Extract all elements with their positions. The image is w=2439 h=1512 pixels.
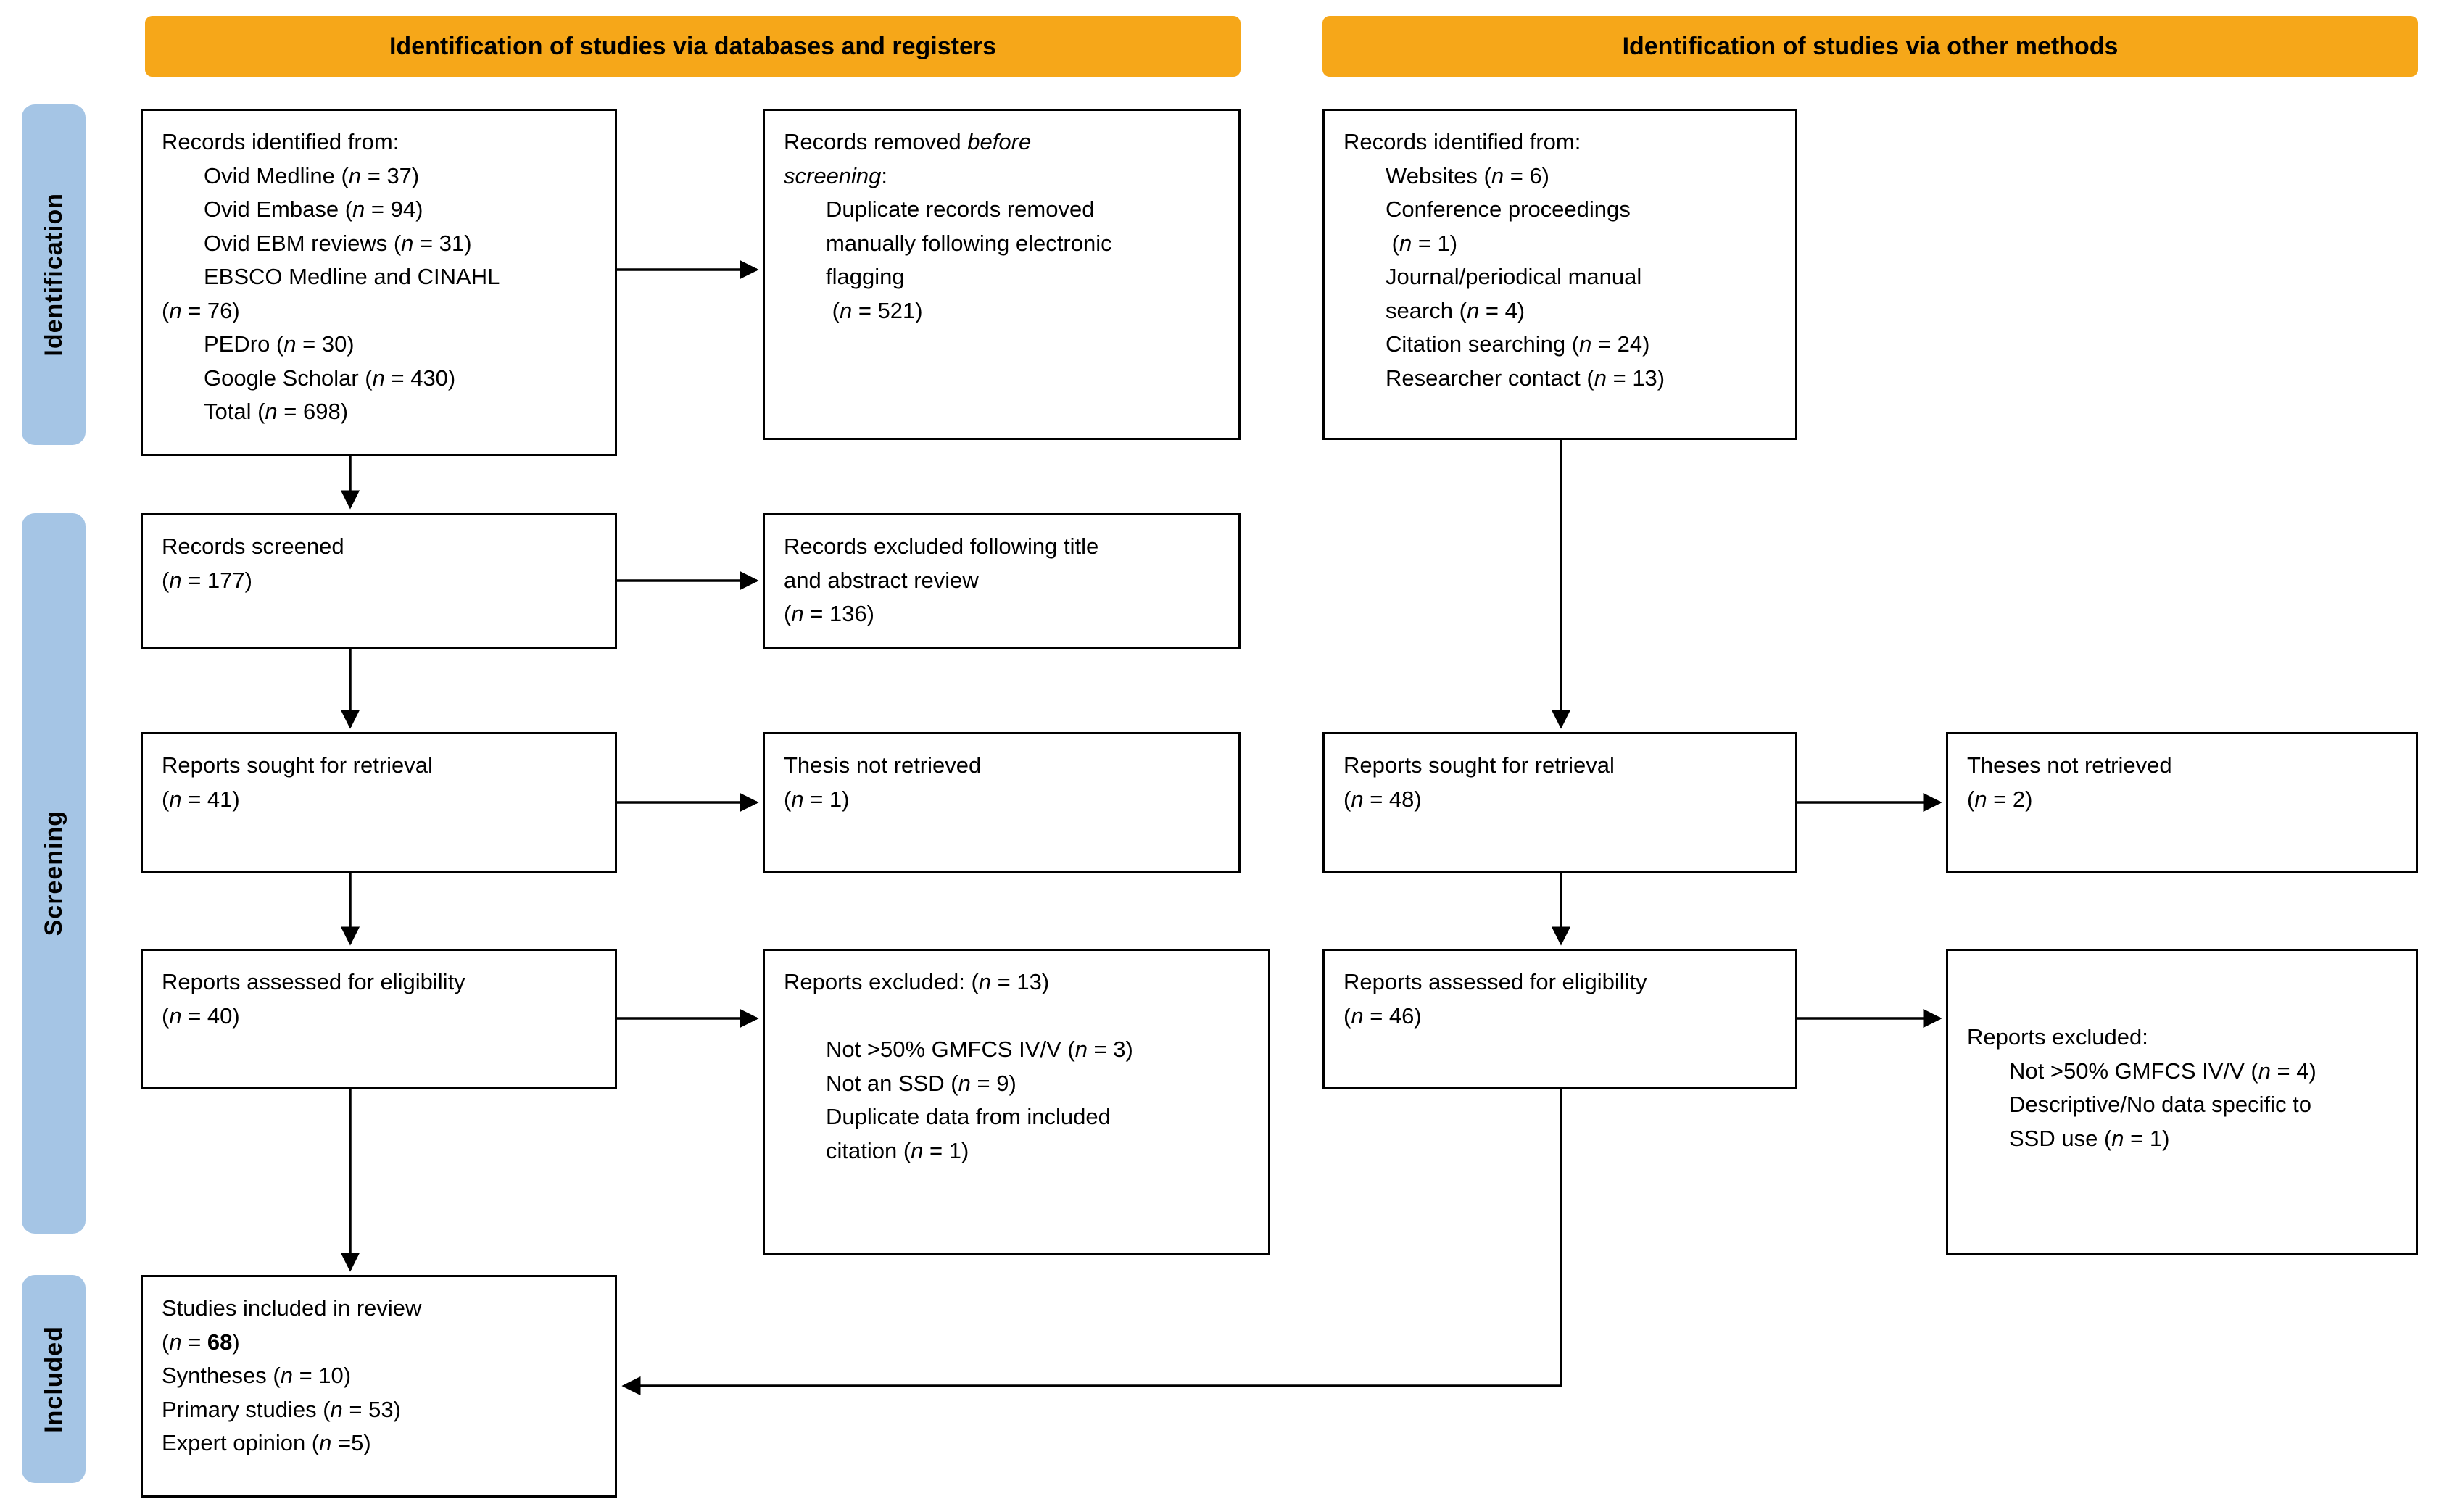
text-line: search (n = 4): [1386, 297, 1525, 323]
text-line: Not an SSD (n = 9): [826, 1070, 1016, 1096]
text-line: [784, 1000, 1249, 1034]
text-line: Records identified from:: [162, 129, 399, 154]
box-records-screened-text: [143, 515, 615, 612]
box-theses-not-retrieved-text: [1948, 734, 2416, 831]
text-line: Researcher contact (n = 13): [1386, 365, 1665, 391]
text-line: Expert opinion (n =5): [162, 1430, 371, 1455]
text-line: Thesis not retrieved: [784, 752, 982, 778]
text-line: Not >50% GMFCS IV/V (n = 3): [826, 1037, 1133, 1062]
box-reports-sought-other: [1322, 732, 1797, 873]
box-reports-assessed-other-text: [1325, 951, 1795, 1047]
text-line: Syntheses (n = 10): [162, 1363, 352, 1388]
text-line: Ovid EBM reviews (n = 31): [204, 230, 472, 256]
box-records-removed-before-screening: [763, 109, 1241, 440]
box-reports-excluded-databases: [763, 949, 1270, 1255]
text-line: Reports excluded:: [1967, 1024, 2148, 1050]
text-line: Records excluded following title: [784, 533, 1099, 559]
text-line: Total (n = 698): [204, 399, 349, 424]
header-other-methods: [1322, 16, 2418, 77]
box-theses-not-retrieved: [1946, 732, 2418, 873]
box-reports-assessed-databases: [141, 949, 617, 1089]
text-line: Descriptive/No data specific to: [2009, 1092, 2311, 1117]
text-line: (n = 2): [1967, 786, 2033, 812]
box-records-removed-before-screening-text: [765, 111, 1238, 342]
text-line: Not >50% GMFCS IV/V (n = 4): [2009, 1058, 2316, 1084]
text-line: Google Scholar (n = 430): [204, 365, 456, 391]
text-line: Reports sought for retrieval: [162, 752, 433, 778]
text-line: Duplicate data from included: [826, 1104, 1111, 1129]
header-databases-registers: [145, 16, 1241, 77]
text-line: (n = 40): [162, 1002, 240, 1029]
box-studies-included-text: [143, 1277, 615, 1475]
text-line: (n = 48): [1343, 786, 1422, 812]
text-line: Journal/periodical manual: [1386, 264, 1642, 289]
box-records-identified-other-text: [1325, 111, 1795, 410]
text-line: (n = 1): [1386, 230, 1458, 256]
text-line: manually following electronic: [826, 230, 1112, 256]
stage-included: [22, 1275, 86, 1483]
text-line: EBSCO Medline and CINAHL: [204, 264, 500, 289]
text-line: PEDro (n = 30): [204, 331, 355, 357]
text-line: (n = 41): [162, 786, 240, 812]
text-line: (n = 177): [162, 567, 252, 593]
text-line: (n = 1): [784, 786, 850, 812]
box-records-screened: [141, 513, 617, 649]
box-records-excluded-title-abstract-text: [765, 515, 1238, 646]
text-line: flagging: [826, 264, 905, 289]
stage-screening: [22, 513, 86, 1234]
text-line: Theses not retrieved: [1967, 752, 2172, 778]
text-line: Reports excluded: (n = 13): [784, 969, 1050, 994]
box-records-identified-databases-text: [143, 111, 615, 444]
text-line: Ovid Embase (n = 94): [204, 196, 423, 222]
text-line: (n = 136): [784, 601, 874, 626]
box-reports-assessed-other: [1322, 949, 1797, 1089]
box-reports-sought-other-text: [1325, 734, 1795, 831]
text-line: Reports sought for retrieval: [1343, 752, 1615, 778]
header-other-methods-label: Identification of studies via other methods: [1622, 32, 2119, 60]
box-reports-sought-databases: [141, 732, 617, 873]
box-reports-excluded-databases-text: [765, 951, 1268, 1182]
text-line: Citation searching (n = 24): [1386, 331, 1650, 357]
text-line: Records screened: [162, 533, 344, 559]
header-databases-registers-label: Identification of studies via databases and registers: [389, 32, 997, 60]
text-line: Duplicate records removed: [826, 196, 1095, 222]
box-thesis-not-retrieved-text: [765, 734, 1238, 831]
text-line: Studies included in review: [162, 1295, 422, 1321]
text-line: (n = 46): [1343, 1002, 1422, 1029]
text-line: (n = 68): [162, 1329, 240, 1355]
text-line: Records removed before: [784, 129, 1032, 154]
text-line: Records identified from:: [1343, 129, 1581, 154]
text-line: Reports assessed for eligibility: [162, 969, 465, 994]
text-line: Ovid Medline (n = 37): [204, 162, 420, 188]
box-studies-included: [141, 1275, 617, 1498]
stage-screening-label: Screening: [39, 810, 67, 936]
text-line: SSD use (n = 1): [2009, 1125, 2170, 1151]
text-line: and abstract review: [784, 567, 979, 593]
stage-included-label: Included: [39, 1325, 67, 1433]
box-records-identified-other: [1322, 109, 1797, 440]
text-line: screening:: [784, 162, 888, 188]
box-reports-excluded-other: [1946, 949, 2418, 1255]
text-line: citation (n = 1): [826, 1137, 969, 1163]
text-line: Websites (n = 6): [1386, 162, 1550, 188]
box-reports-sought-databases-text: [143, 734, 615, 831]
text-line: Primary studies (n = 53): [162, 1396, 401, 1422]
text-line: Conference proceedings: [1386, 196, 1631, 222]
box-reports-assessed-databases-text: [143, 951, 615, 1047]
text-line: Reports assessed for eligibility: [1343, 969, 1647, 994]
box-reports-excluded-other-text: [1948, 951, 2416, 1170]
box-thesis-not-retrieved: [763, 732, 1241, 873]
stage-identification: [22, 104, 86, 445]
text-line: (n = 76): [162, 297, 240, 323]
stage-identification-label: Identification: [39, 193, 67, 357]
box-records-excluded-title-abstract: [763, 513, 1241, 649]
box-records-identified-databases: [141, 109, 617, 456]
text-line: (n = 521): [826, 297, 923, 323]
